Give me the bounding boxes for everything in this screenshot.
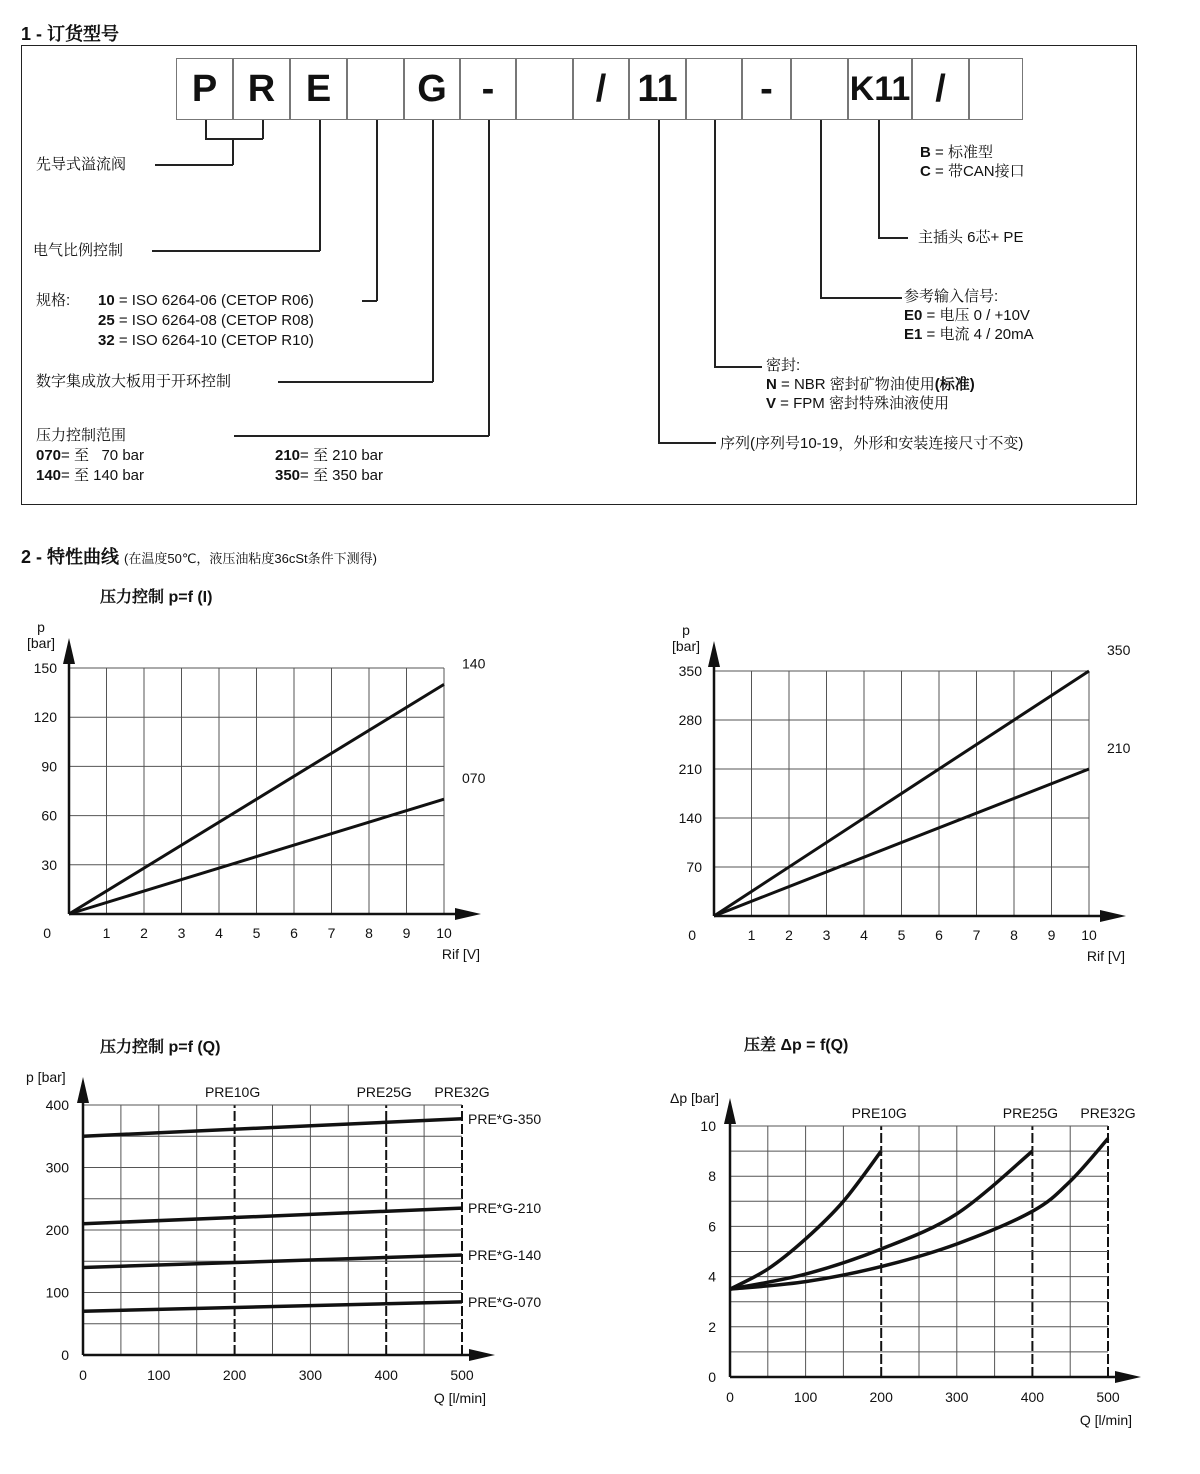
chart-pq-y-tick-label: 400 — [45, 1097, 69, 1113]
chart-pi-070-140-y-tick-label: 120 — [33, 709, 57, 726]
chart-pq-x-tick-label: 400 — [374, 1367, 398, 1383]
chart-pq-y-arrow — [77, 1077, 89, 1103]
chart-pi-210-350-x-tick-label: 8 — [1010, 927, 1018, 943]
chart-dpq-x-tick-label: 500 — [1096, 1389, 1120, 1405]
chart-pi-070-140-title: 压力控制 p=f (I) — [100, 589, 213, 606]
order-code-cell: K11 — [848, 58, 912, 120]
chart-pq-series-label: PRE*G-350 — [468, 1110, 542, 1127]
chart-dpq-y-arrow — [724, 1098, 736, 1124]
chart-dpq-y-tick-label: 4 — [708, 1268, 716, 1285]
chart-pq-size-marker-label: PRE25G — [356, 1084, 412, 1100]
chart-pi-070-140-x-axis-label: Rif [V] — [441, 946, 480, 962]
chart-dpq-y-axis-label: Δp [bar] — [670, 1090, 720, 1106]
chart-pi-070-140-y-tick-label: 150 — [33, 660, 57, 676]
chart-pi-210-350-x-tick-label: 4 — [860, 927, 868, 943]
section2-subtitle: (在温度50℃，液压油粘度36cSt条件下测得) — [124, 551, 377, 566]
chart-pi-210-350-y-axis-unit: [bar] — [671, 638, 701, 654]
chart-pi-210-350-x-tick-label: 5 — [897, 927, 906, 943]
chart-pi-070-140-x-tick-label: 6 — [290, 925, 298, 941]
chart-pq-series-label: PRE*G-140 — [468, 1247, 542, 1263]
chart-pq-x-tick-label: 200 — [222, 1367, 247, 1383]
chart-pi-070-140-x-tick-label: 10 — [436, 925, 452, 941]
chart-pi-070-140-x-arrow — [455, 908, 481, 920]
size-option: 10 = ISO 6264-06 (CETOP R06) — [98, 292, 314, 309]
chart-pq-x-tick-label: 0 — [79, 1367, 87, 1383]
order-code-cell: P — [176, 58, 233, 120]
chart-pi-070-140-y-tick-label: 60 — [41, 807, 57, 824]
pilot-desc: 先导式溢流阀 — [36, 156, 127, 173]
chart-dpq-size-marker-label: PRE10G — [851, 1105, 907, 1121]
chart-pi-070-140-x-tick-label: 8 — [365, 925, 373, 941]
chart-pi-210-350-y-arrow — [708, 641, 720, 667]
chart-pi-210-350-y-tick-label: 280 — [678, 712, 702, 728]
chart-pi-210-350-y-tick-label: 210 — [678, 761, 702, 777]
order-code-cell: R — [233, 58, 290, 120]
series-desc: 序列(序列号10-19，外形和安装连接尺寸不变) — [720, 435, 1024, 452]
seal-option: N = NBR 密封矿物油使用(标准) — [766, 376, 975, 393]
chart-pi-210-350-x-tick-label: 2 — [785, 927, 793, 943]
pressure-range-option: 140= 至 140 bar — [36, 467, 145, 484]
chart-pi-070-140-x-tick-label: 3 — [177, 925, 186, 941]
chart-dpq-y-tick-label: 0 — [708, 1369, 716, 1385]
reference-label: 参考输入信号: — [904, 288, 999, 305]
order-code-cell: / — [573, 58, 629, 120]
order-code-cell: E — [290, 58, 347, 120]
chart-pi-070-140-x-tick-label: 9 — [402, 925, 411, 941]
pressure-range-option: 210= 至 210 bar — [275, 447, 384, 464]
chart-pq-y-tick-label: 100 — [45, 1284, 69, 1301]
chart-dpq-x-tick-label: 400 — [1020, 1389, 1045, 1405]
pressure-range-label: 压力控制范围 — [36, 427, 127, 444]
chart-pi-070-140-series-label: 140 — [462, 655, 486, 672]
chart-pq-x-tick-label: 300 — [298, 1367, 323, 1383]
chart-pi-210-350-x-arrow — [1100, 910, 1126, 922]
chart-dpq-y-tick-label: 10 — [700, 1118, 716, 1134]
chart-dpq-size-marker-label: PRE25G — [1002, 1105, 1059, 1121]
chart-dpq-x-arrow — [1115, 1371, 1141, 1383]
chart-pi-210-350-y-tick-label: 140 — [678, 810, 702, 826]
chart-pq-y-tick-label: 200 — [45, 1222, 69, 1238]
size-option: 25 = ISO 6264-08 (CETOP R08) — [98, 312, 314, 329]
chart-pq-x-axis-label: Q [l/min] — [433, 1390, 486, 1406]
chart-pq-size-marker-label: PRE32G — [434, 1084, 490, 1100]
connector-desc: 主插头 6芯+ PE — [918, 229, 1024, 246]
order-code-cell: 11 — [629, 58, 686, 120]
chart-pi-070-140-series-label: 070 — [462, 770, 486, 787]
chart-pi-210-350-x-tick-label: 3 — [822, 927, 831, 943]
chart-dpq-x-tick-label: 200 — [869, 1389, 893, 1405]
chart-dpq-x-axis-label: Q [l/min] — [1079, 1412, 1132, 1428]
chart-pq-y-axis-label: p [bar] — [26, 1069, 66, 1085]
chart-pq-size-marker-label: PRE10G — [204, 1084, 261, 1100]
chart-pi-210-350-x-axis-label: Rif [V] — [1086, 948, 1125, 964]
chart-dpq-x-tick-label: 0 — [726, 1389, 734, 1405]
chart-pi-210-350-series-label: 350 — [1107, 642, 1131, 658]
chart-dpq-x-tick-label: 300 — [945, 1389, 969, 1405]
chart-pq-x-arrow — [469, 1349, 495, 1361]
integrated-desc: 数字集成放大板用于开环控制 — [36, 373, 232, 390]
order-code-cell: / — [912, 58, 969, 120]
chart-pi-070-140-origin-label: 0 — [43, 925, 51, 941]
chart-pq-series-label: PRE*G-210 — [468, 1200, 542, 1217]
chart-pi-210-350-series-label: 210 — [1107, 740, 1131, 756]
chart-pi-210-350-y-tick-label: 350 — [678, 663, 702, 679]
chart-dpq-title: 压差 Δp = f(Q) — [744, 1037, 849, 1054]
chart-pi-210-350-x-tick-label: 7 — [972, 927, 981, 943]
chart-pi-070-140-x-tick-label: 1 — [102, 925, 111, 941]
chart-pq-y-tick-label: 300 — [45, 1159, 69, 1176]
chart-dpq-y-tick-label: 2 — [708, 1318, 716, 1335]
section2-title: 2 - 特性曲线 (在温度50℃，液压油粘度36cSt条件下测得) — [21, 547, 377, 567]
chart-dpq-y-tick-label: 8 — [708, 1168, 716, 1185]
seal-option: V = FPM 密封特殊油液使用 — [766, 395, 949, 412]
chart-pi-210-350-x-tick-label: 6 — [935, 927, 943, 943]
section1-title: 1 - 订货型号 — [21, 24, 120, 44]
chart-pi-070-140-y-tick-label: 30 — [41, 856, 57, 873]
order-code-cell: G — [404, 58, 460, 120]
chart-pi-210-350-origin-label: 0 — [688, 927, 696, 943]
chart-pi-070-140-x-tick-label: 2 — [140, 925, 148, 941]
chart-pi-070-140-x-tick-label: 7 — [327, 925, 336, 941]
chart-pq-y-tick-label: 0 — [61, 1347, 69, 1363]
chart-pq-x-tick-label: 500 — [450, 1367, 474, 1383]
chart-pq-x-tick-label: 100 — [147, 1367, 171, 1383]
size-option: 32 = ISO 6264-10 (CETOP R10) — [98, 332, 314, 349]
chart-pq-series-label: PRE*G-070 — [468, 1293, 542, 1310]
chart-dpq-size-marker-label: PRE32G — [1080, 1105, 1136, 1121]
chart-pi-210-350-y-tick-label: 70 — [686, 859, 702, 875]
size-label: 规格: — [36, 292, 71, 309]
pressure-range-option: 070= 至 70 bar — [36, 447, 144, 464]
pressure-range-option: 350= 至 350 bar — [275, 467, 384, 484]
chart-pi-210-350-y-axis-label: p — [682, 622, 690, 638]
reference-option: E1 = 电流 4 / 20mA — [904, 326, 1034, 343]
chart-pi-210-350-x-tick-label: 1 — [747, 927, 756, 943]
chart-pi-070-140-x-tick-label: 4 — [215, 925, 223, 941]
chart-pi-070-140-y-arrow — [63, 638, 75, 664]
order-code-cell: - — [742, 58, 791, 120]
chart-pi-070-140-y-tick-label: 90 — [41, 758, 57, 775]
chart-dpq-x-tick-label: 100 — [793, 1389, 818, 1405]
chart-pi-070-140-x-tick-label: 5 — [252, 925, 261, 941]
chart-pi-210-350-x-tick-label: 10 — [1081, 927, 1097, 943]
reference-option: E0 = 电压 0 / +10V — [904, 307, 1030, 324]
chart-pq-title: 压力控制 p=f (Q) — [100, 1039, 221, 1056]
order-code-cell: - — [460, 58, 516, 120]
version-option: C = 带CAN接口 — [920, 163, 1025, 180]
chart-pi-210-350-x-tick-label: 9 — [1047, 927, 1056, 943]
chart-pi-070-140-y-axis-label: p — [37, 619, 45, 635]
chart-dpq-y-tick-label: 6 — [708, 1218, 716, 1235]
chart-pi-070-140-y-axis-unit: [bar] — [26, 635, 56, 651]
seal-label: 密封: — [766, 357, 801, 374]
version-option: B = 标准型 — [920, 144, 993, 161]
electric-desc: 电气比例控制 — [33, 242, 124, 259]
